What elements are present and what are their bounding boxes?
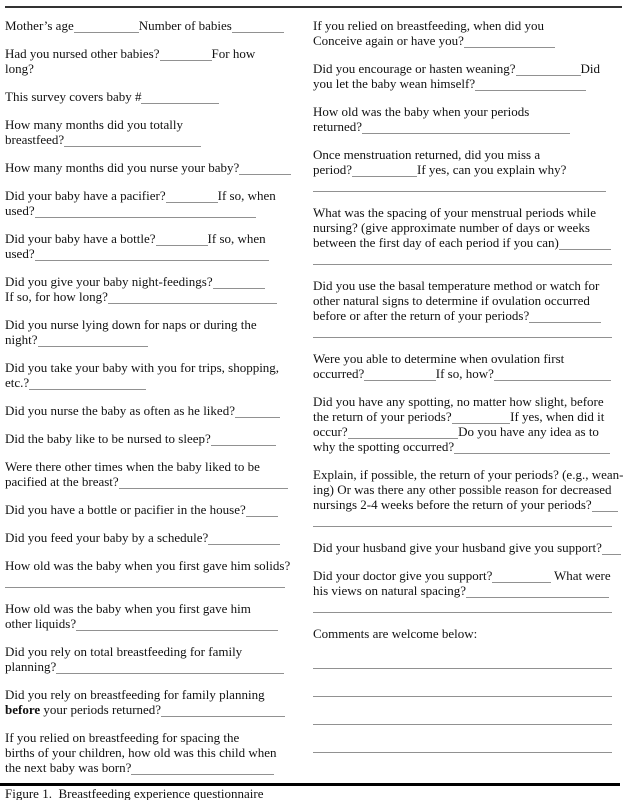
question-line: Did your doctor give you support? What were (313, 568, 611, 583)
question-line: Did you nurse lying down for naps or during the (5, 317, 257, 332)
question-block (5, 360, 302, 390)
blank-field (208, 533, 280, 545)
question-block (5, 558, 302, 588)
question-line: the return of your periods? If yes, when did it (313, 409, 605, 424)
blank-field (35, 249, 269, 261)
blank-field (475, 79, 586, 91)
question-block (5, 459, 302, 489)
question-block (5, 601, 302, 631)
question-line: ing) Or was there any other possible reason for decreased (313, 482, 612, 497)
blank-field (602, 543, 622, 555)
blank-field (352, 165, 417, 177)
question-line: If you relied on breastfeeding for spacing the (5, 730, 240, 745)
question-line: between the first day of each period if you can) (313, 235, 623, 250)
question-line (313, 323, 623, 338)
question-line: etc.? (5, 375, 302, 390)
blank-field (156, 234, 208, 246)
blank-field (35, 206, 256, 218)
question-line: used? (5, 203, 302, 218)
question-line: Were you able to determine when ovulation first (313, 351, 565, 366)
question-block (5, 687, 302, 717)
question-line: This survey covers baby # (5, 89, 302, 104)
question-line (313, 598, 623, 613)
question-line: you let the baby wean himself? (313, 76, 623, 91)
question-block (313, 147, 623, 192)
blank-field (56, 662, 284, 674)
question-line: Did you feed your baby by a schedule? (5, 530, 302, 545)
blank-field (464, 36, 555, 48)
blank-field (38, 335, 149, 347)
blank-field (492, 571, 551, 583)
question-line: breastfeed? (5, 132, 302, 147)
question-line: Once menstruation returned, did you miss a (313, 147, 541, 162)
question-line (313, 682, 623, 697)
blank-field (313, 713, 612, 725)
question-line (313, 738, 623, 753)
question-line: Did your husband give your husband give you support? (313, 540, 623, 555)
question-line: If you relied on breastfeeding, when did you (313, 18, 545, 33)
blank-field (239, 163, 291, 175)
blank-field (494, 369, 611, 381)
question-block (5, 317, 302, 347)
question-line: the next baby was born? (5, 760, 302, 775)
question-block (5, 18, 302, 33)
blank-field (246, 505, 279, 517)
blank-field (213, 277, 265, 289)
blank-field (313, 326, 612, 338)
question-block (313, 18, 623, 48)
question-line: other natural signs to determine if ovulation occurred (313, 293, 590, 308)
blank-field (452, 412, 511, 424)
question-line: Did you encourage or hasten weaning? Did (313, 61, 601, 76)
blank-field (76, 619, 278, 631)
blank-field (466, 586, 609, 598)
question-line: nursings 2-4 weeks before the return of your periods? (313, 497, 623, 512)
question-line: If so, for how long? (5, 289, 302, 304)
question-line: long? (5, 61, 34, 76)
question-block (5, 188, 302, 218)
question-line (313, 512, 623, 527)
blank-field (64, 135, 201, 147)
question-block (313, 626, 623, 641)
question-line: before or after the return of your periods? (313, 308, 623, 323)
column-right (313, 18, 623, 766)
blank-field (74, 21, 139, 33)
blank-field (516, 64, 581, 76)
blank-field (166, 191, 218, 203)
question-line: Did you give your baby night-feedings? (5, 274, 302, 289)
two-column-layout (5, 18, 623, 788)
blank-field (160, 49, 212, 61)
question-line: Explain, if possible, the return of your periods? (e.g., wean- (313, 467, 624, 482)
blank-field (313, 601, 612, 613)
question-line: pacified at the breast? (5, 474, 302, 489)
question-block (5, 274, 302, 304)
question-line: Did you take your baby with you for trips, shopping, (5, 360, 280, 375)
question-block (313, 278, 623, 338)
blank-field (454, 442, 610, 454)
question-line: used? (5, 246, 302, 261)
question-line: other liquids? (5, 616, 302, 631)
question-line (313, 710, 623, 725)
blank-field (559, 238, 611, 250)
column-left (5, 18, 302, 788)
question-block (313, 205, 623, 265)
question-line: Had you nursed other babies? For how (5, 46, 256, 61)
question-block (5, 403, 302, 418)
blank-field (29, 378, 146, 390)
question-block (313, 61, 623, 91)
question-block (5, 502, 302, 517)
question-line: before your periods returned? (5, 702, 302, 717)
question-line: How many months did you nurse your baby? (5, 160, 302, 175)
blank-field (313, 657, 612, 669)
blank-field (5, 576, 285, 588)
question-line: How many months did you totally (5, 117, 184, 132)
question-line: Did you rely on total breastfeeding for family (5, 644, 243, 659)
question-block (313, 104, 623, 134)
question-line: How old was the baby when you first gave him solids? (5, 558, 291, 573)
question-line: period? If yes, can you explain why? (313, 162, 567, 177)
question-line (5, 573, 302, 588)
blank-field (313, 515, 612, 527)
question-line: Did you nurse the baby as often as he liked? (5, 403, 302, 418)
question-block (313, 540, 623, 555)
question-line (313, 654, 623, 669)
question-block (5, 231, 302, 261)
question-line: Conceive again or have you? (313, 33, 623, 48)
blank-field (211, 434, 276, 446)
question-line: births of your children, how old was this child when (5, 745, 277, 760)
question-block (5, 46, 302, 76)
blank-field (364, 369, 436, 381)
question-line: Did you rely on breastfeeding for family planning (5, 687, 265, 702)
question-line (313, 250, 623, 265)
question-block (5, 530, 302, 545)
question-line: planning? (5, 659, 302, 674)
question-line: Comments are welcome below: (313, 626, 478, 641)
question-line: occur? Do you have any idea as to (313, 424, 599, 439)
question-block (5, 730, 302, 775)
question-line: Were there other times when the baby liked to be (5, 459, 260, 474)
question-block (5, 431, 302, 446)
blank-field (529, 311, 601, 323)
question-block (313, 351, 623, 381)
question-block (5, 117, 302, 147)
blank-field (313, 685, 612, 697)
blank-field (131, 763, 274, 775)
blank-field (161, 705, 285, 717)
top-rule (5, 6, 622, 8)
blank-field (313, 180, 606, 192)
question-block (5, 89, 302, 104)
question-line: returned? (313, 119, 623, 134)
blank-field (313, 741, 612, 753)
question-line (313, 177, 623, 192)
blank-field (362, 122, 570, 134)
question-block (313, 568, 623, 613)
question-line: Did you have any spotting, no matter how slight, before (313, 394, 604, 409)
question-block (5, 160, 302, 175)
figure-caption: Figure 1. Breastfeeding experience questionnaire (5, 786, 264, 800)
question-line: occurred? If so, how? (313, 366, 623, 381)
blank-field (232, 21, 284, 33)
blank-field (141, 92, 219, 104)
question-line: night? (5, 332, 302, 347)
question-line: nursing? (give approximate number of days or weeks (313, 220, 590, 235)
question-block (313, 467, 623, 527)
blank-field (592, 500, 618, 512)
question-block (313, 654, 623, 753)
blank-field (108, 292, 277, 304)
question-line: Mother’s age Number of babies (5, 18, 302, 33)
blank-field (348, 427, 459, 439)
blank-field (119, 477, 288, 489)
question-line: Did the baby like to be nursed to sleep? (5, 431, 302, 446)
blank-field (313, 253, 612, 265)
question-line: Did you have a bottle or pacifier in the house? (5, 502, 302, 517)
question-line: Did your baby have a bottle? If so, when (5, 231, 266, 246)
question-line: What was the spacing of your menstrual periods while (313, 205, 597, 220)
question-block (313, 394, 623, 454)
question-line: his views on natural spacing? (313, 583, 623, 598)
question-line: How old was the baby when you first gave him (5, 601, 251, 616)
blank-field (235, 406, 281, 418)
question-line: How old was the baby when your periods (313, 104, 530, 119)
question-line: Did you use the basal temperature method or watch for (313, 278, 600, 293)
question-line: Did your baby have a pacifier? If so, when (5, 188, 276, 203)
question-block (5, 644, 302, 674)
question-line: why the spotting occurred? (313, 439, 623, 454)
